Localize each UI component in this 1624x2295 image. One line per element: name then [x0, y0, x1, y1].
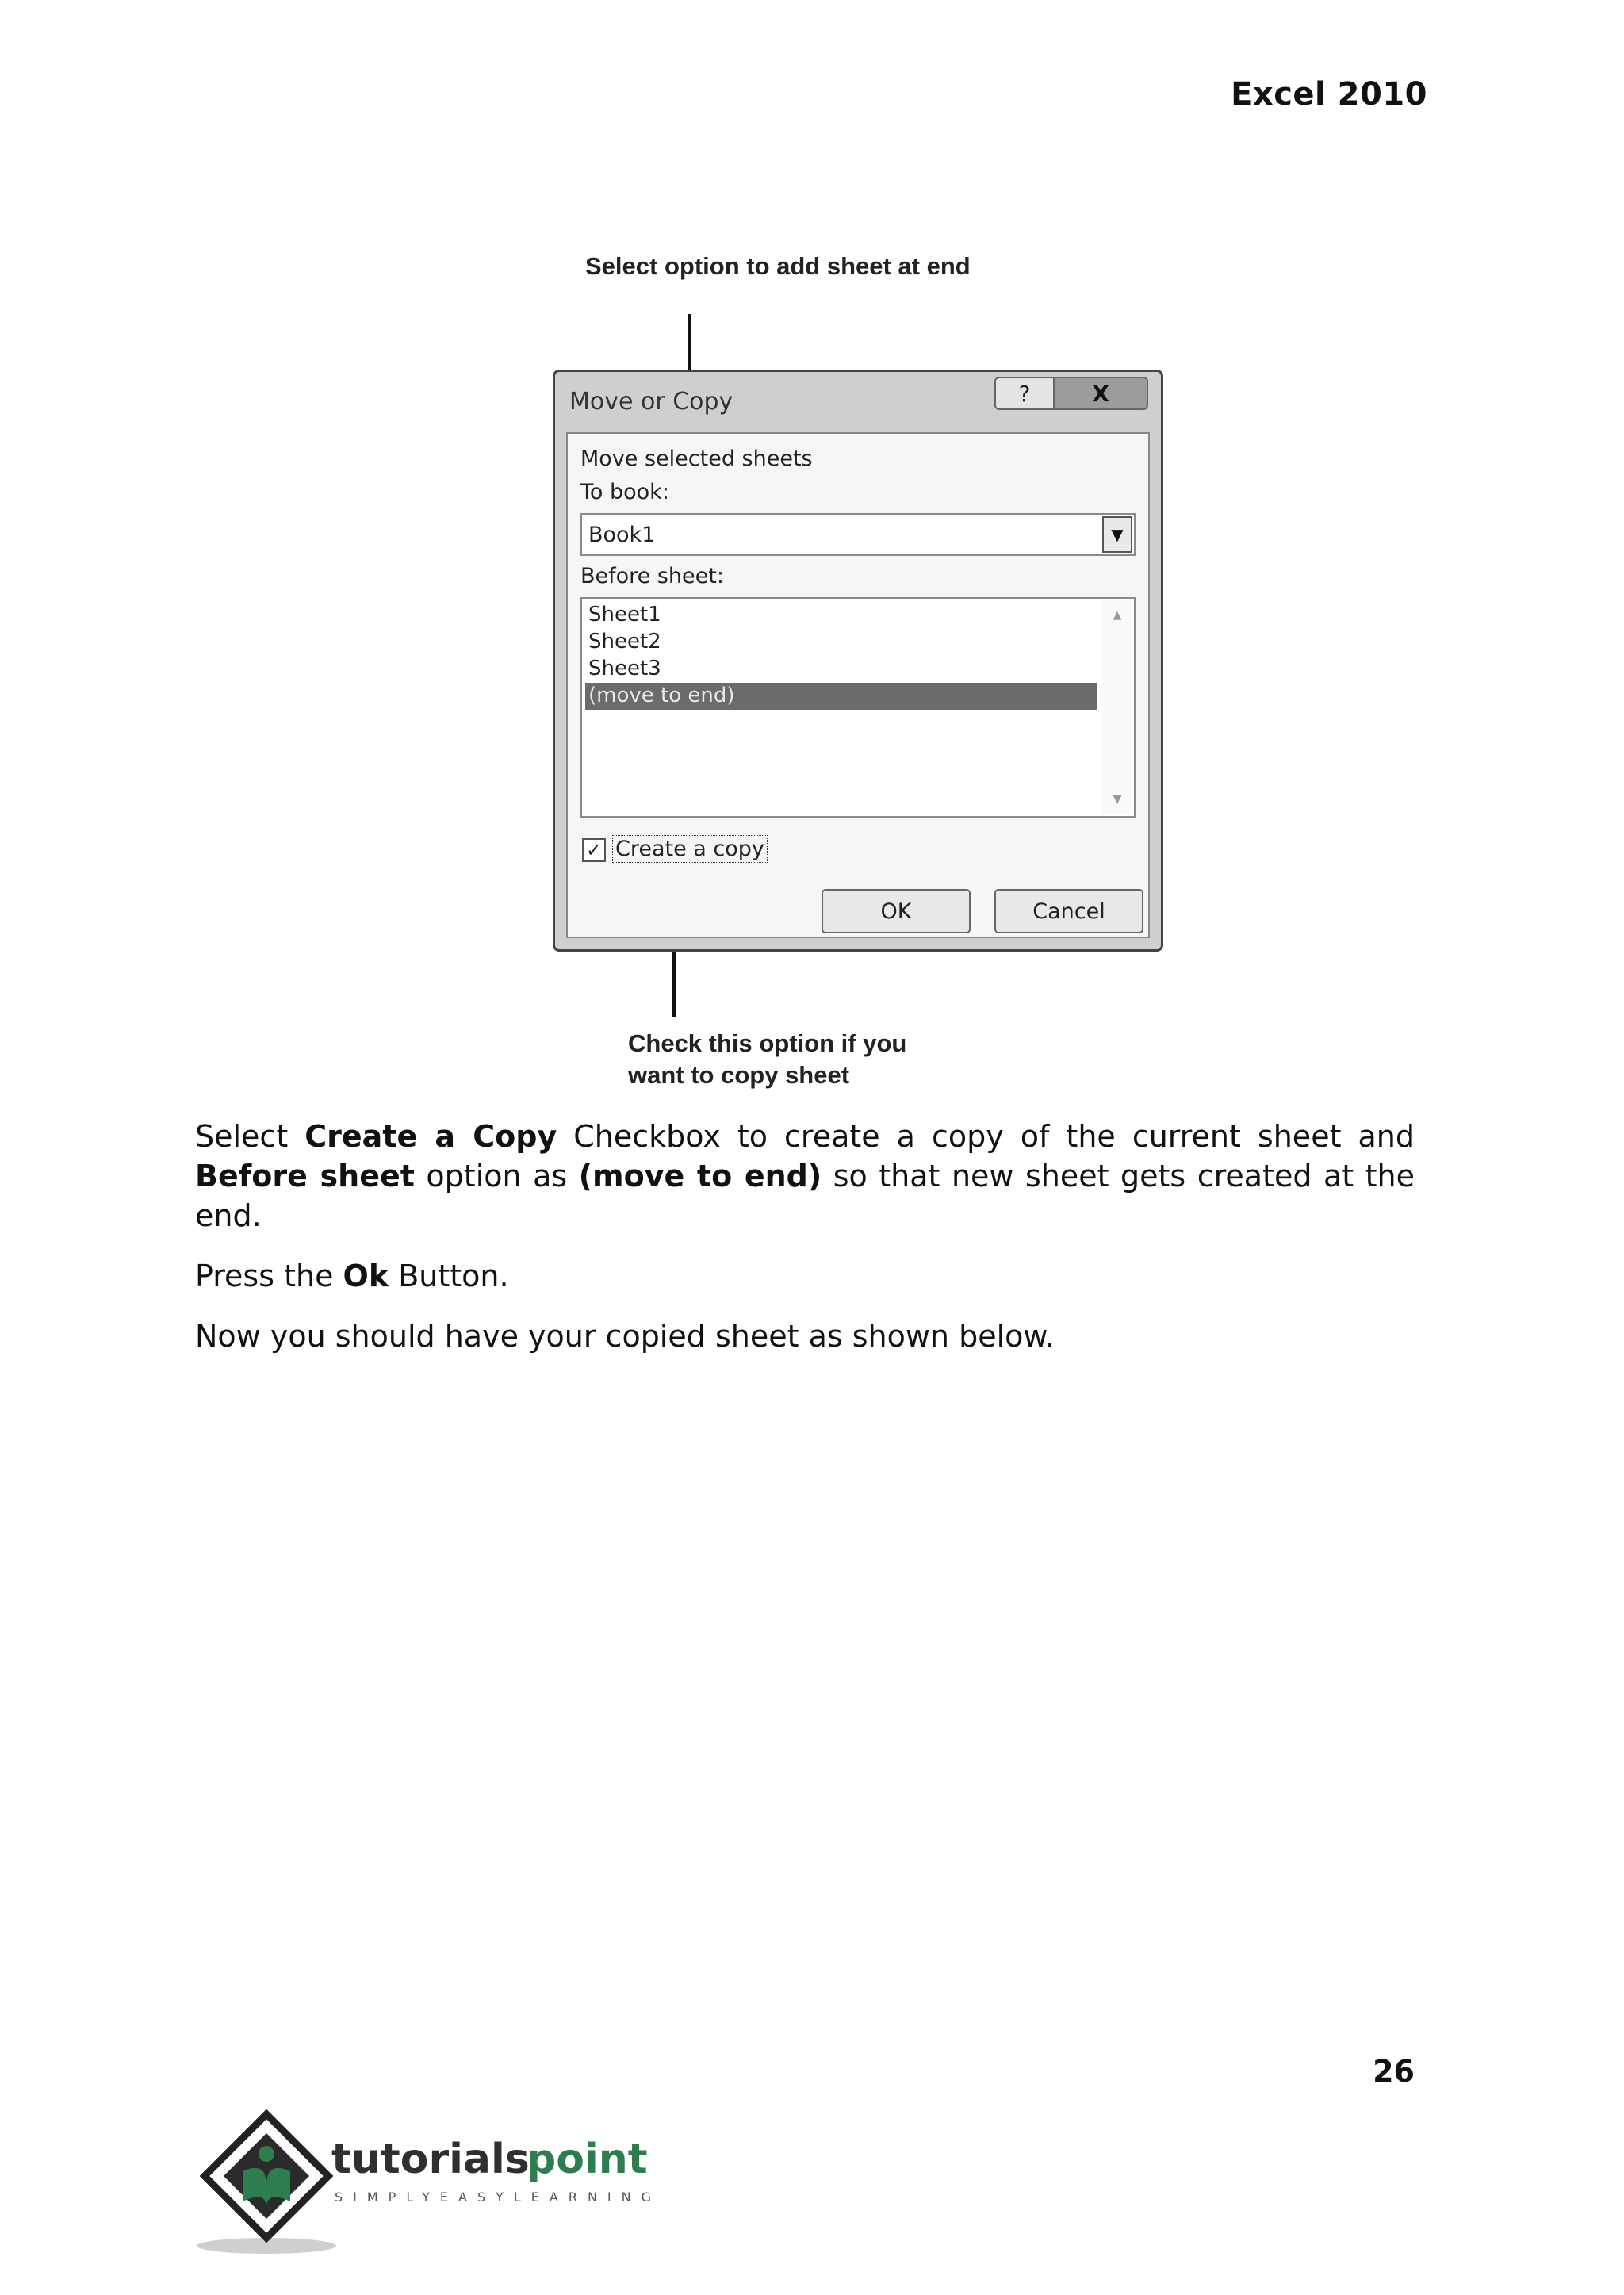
- list-item-sheet2[interactable]: Sheet2: [588, 630, 661, 653]
- help-icon: ?: [1018, 380, 1031, 407]
- create-copy-label[interactable]: Create a copy: [612, 835, 768, 863]
- p1-bold-create-copy: Create a Copy: [304, 1119, 557, 1154]
- chevron-down-icon[interactable]: ▼: [1102, 516, 1132, 553]
- paragraph-result: Now you should have your copied sheet as shown below.: [195, 1319, 1055, 1354]
- p1-text-4: so that new sheet gets created at the end.: [195, 1159, 1415, 1233]
- paragraph-press-ok: [195, 1256, 1415, 1296]
- p2-bold-ok: Ok: [343, 1259, 389, 1293]
- close-icon: X: [1092, 380, 1109, 407]
- dialog-client: [566, 432, 1150, 938]
- p1-bold-before-sheet: Before sheet: [195, 1159, 415, 1193]
- annotation-bottom-line2: want to copy sheet: [628, 1061, 850, 1089]
- to-book-value: Book1: [588, 523, 656, 547]
- list-item-sheet1[interactable]: Sheet1: [588, 603, 661, 626]
- p1-text-2: Checkbox to create a copy of the current sheet and: [557, 1119, 1415, 1154]
- move-or-copy-dialog: [553, 370, 1163, 952]
- p1-bold-move-to-end: (move to end): [578, 1159, 822, 1193]
- page-number: 26: [1373, 2054, 1415, 2089]
- to-book-label: To book:: [580, 480, 669, 504]
- annotation-top: Select option to add sheet at end: [585, 252, 971, 280]
- annotation-bottom-line1: Check this option if you: [628, 1029, 907, 1057]
- svg-text:SIMPLYEASYLEARNING: SIMPLYEASYLEARNING: [335, 2190, 662, 2205]
- ok-button[interactable]: OK: [822, 889, 971, 933]
- to-book-dropdown[interactable]: [580, 513, 1136, 556]
- scroll-up-icon[interactable]: ▲: [1113, 609, 1122, 622]
- move-selected-sheets-label: Move selected sheets: [580, 446, 813, 471]
- p1-text-1: Select: [195, 1119, 305, 1154]
- p2-text-2: Button.: [389, 1259, 509, 1293]
- list-item-move-to-end[interactable]: (move to end): [585, 683, 1097, 710]
- svg-text:point: point: [527, 2136, 648, 2183]
- dialog-title: Move or Copy: [569, 388, 733, 416]
- dialog-titlebar: [555, 372, 1161, 432]
- paragraph-instructions: [195, 1117, 1415, 1236]
- cancel-button[interactable]: Cancel: [994, 889, 1143, 933]
- help-button[interactable]: [994, 377, 1055, 410]
- scroll-down-icon[interactable]: ▼: [1113, 793, 1122, 806]
- close-button[interactable]: [1055, 377, 1148, 410]
- create-copy-checkbox[interactable]: ✓: [582, 838, 606, 862]
- titlebar-buttons: [994, 377, 1148, 410]
- p1-text-3: option as: [414, 1159, 579, 1193]
- before-sheet-list[interactable]: [580, 597, 1136, 818]
- list-item-sheet3[interactable]: Sheet3: [588, 657, 661, 680]
- page-header: Excel 2010: [1231, 76, 1427, 113]
- list-scrollbar[interactable]: [1102, 600, 1132, 814]
- svg-text:tutorials: tutorials: [331, 2136, 530, 2183]
- tutorialspoint-logo: [193, 2109, 669, 2260]
- before-sheet-label: Before sheet:: [580, 564, 724, 588]
- annotation-bottom: [628, 1028, 906, 1091]
- p2-text-1: Press the: [195, 1259, 343, 1293]
